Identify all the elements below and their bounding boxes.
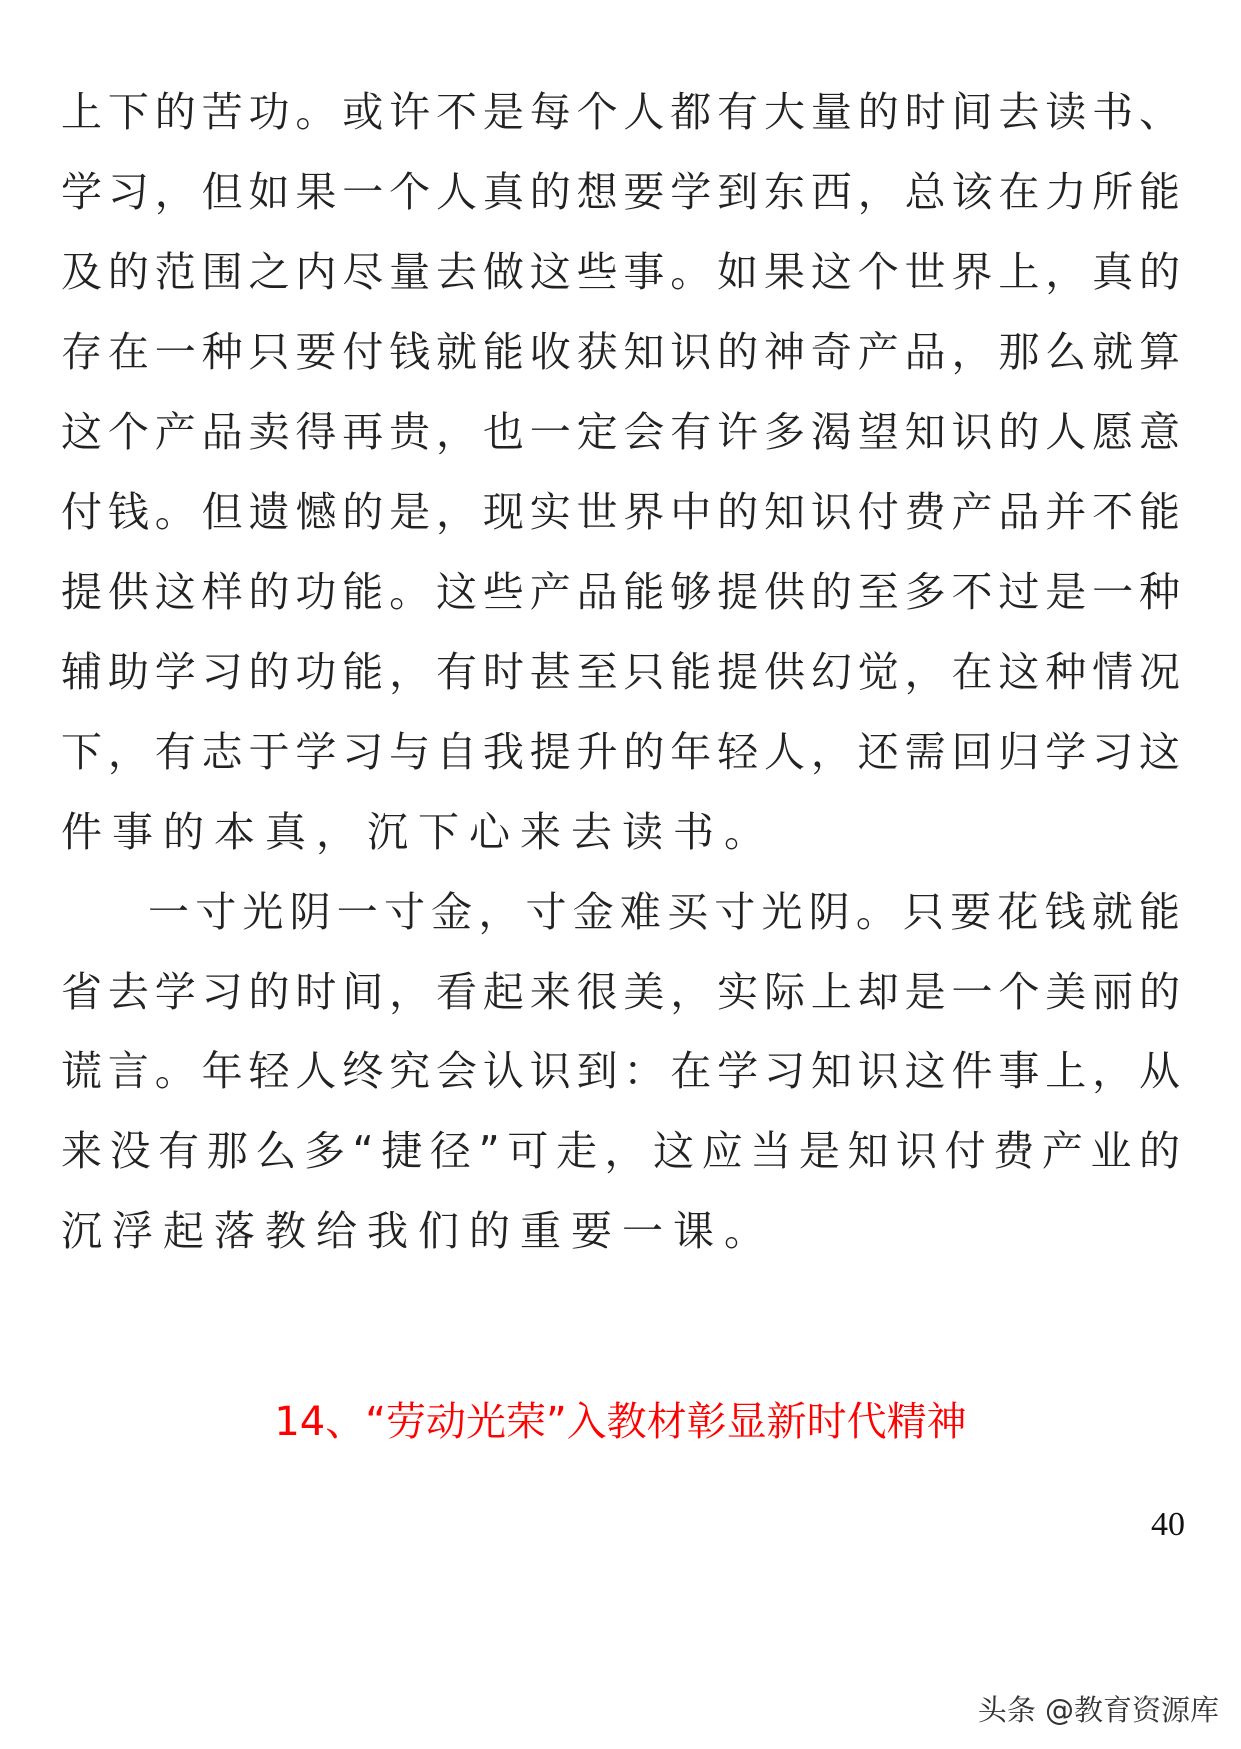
body-line: 谎言。年轻人终究会认识到：在学习知识这件事上，从 (61, 1047, 1180, 1095)
body-line: 来没有那么多“捷径”可走，这应当是知识付费产业的 (61, 1127, 1180, 1175)
body-line: 这个产品卖得再贵，也一定会有许多渴望知识的人愿意 (61, 408, 1180, 456)
body-line: 付钱。但遗憾的是，现实世界中的知识付费产品并不能 (61, 488, 1180, 536)
section-heading: 14、“劳动光荣”入教材彰显新时代精神 (274, 1399, 967, 1445)
body-line: 省去学习的时间，看起来很美，实际上却是一个美丽的 (61, 968, 1180, 1016)
page-number: 40 (1151, 1506, 1185, 1543)
body-line: 下，有志于学习与自我提升的年轻人，还需回归学习这 (61, 728, 1180, 776)
body-line: 沉浮起落教给我们的重要一课。 (61, 1207, 775, 1255)
body-line: 存在一种只要付钱就能收获知识的神奇产品，那么就算 (61, 328, 1180, 376)
body-line: 上下的苦功。或许不是每个人都有大量的时间去读书、 (61, 88, 1180, 136)
body-line: 件事的本真，沉下心来去读书。 (61, 808, 775, 856)
body-line: 学习，但如果一个人真的想要学到东西，总该在力所能 (61, 168, 1180, 216)
paragraph-first-line: 一寸光阴一寸金，寸金难买寸光阴。只要花钱就能 (148, 888, 1180, 936)
watermark: 头条 @教育资源库 (977, 1693, 1219, 1727)
body-line: 及的范围之内尽量去做这些事。如果这个世界上，真的 (61, 248, 1180, 296)
body-line: 提供这样的功能。这些产品能够提供的至多不过是一种 (61, 568, 1180, 616)
body-line: 辅助学习的功能，有时甚至只能提供幻觉，在这种情况 (61, 648, 1180, 696)
